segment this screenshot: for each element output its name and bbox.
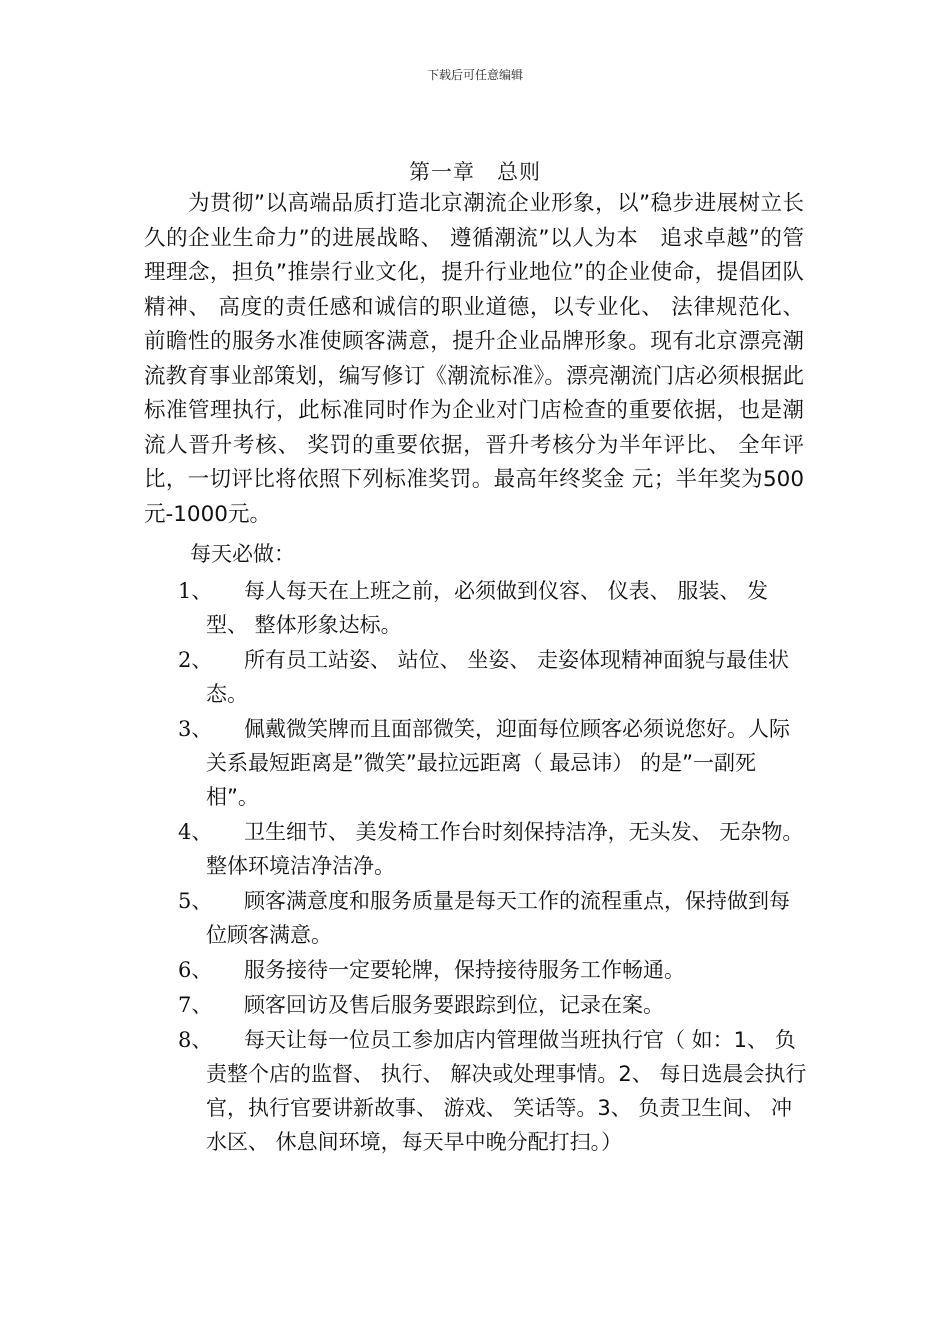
item-text: 服务接待一定要轮牌，保持接待服务工作畅通。 [244,958,685,982]
list-item [178,1023,808,1159]
item-text: 每天让每一位员工参加店内管理做当班执行官（ 如：1、 负责整个店的监督、 执行、 解决或处理事情。2、 每日选晨会执行官，执行官要讲新故事、 游戏、 笑话等。3、 负责卫生间、 冲水区、 休息间环境，每天早中晚分配打扫。） [206,1028,807,1154]
item-number: 2、 [178,648,213,672]
item-number: 4、 [178,820,213,844]
item-number: 8、 [178,1028,213,1052]
list-item [178,953,808,987]
item-text: 顾客满意度和服务质量是每天工作的流程重点，保持做到每位顾客满意。 [206,889,790,947]
daily-items-list [178,574,808,1160]
item-number: 5、 [178,889,213,913]
item-number: 3、 [178,717,213,741]
item-number: 6、 [178,958,213,982]
list-item [178,988,808,1022]
page-header-note: 下载后可任意编辑 [426,68,523,82]
item-number: 1、 [178,579,213,603]
list-item [178,574,808,642]
item-text: 顾客回访及售后服务要跟踪到位，记录在案。 [244,993,664,1017]
intro-paragraph: 为贯彻”以高端品质打造北京潮流企业形象，以”稳步进展树立长久的企业生命力”的进展战略、 遵循潮流”以人为本 追求卓越”的管理理念，担负”推崇行业文化，提升行业地位”的企业使命，提倡团队精神、 高度的责任感和诚信的职业道德，以专业化、 法律规范化、 前瞻性的服务水准使顾客满意，提升企业品牌形象。现有北京漂亮潮流教育事业部策划，编写修订《潮流标准》。漂亮潮流门店必须根据此标准管理执行，此标准同时作为企业对门店检查的重要依据，也是潮流人晋升考核、 奖罚的重要依据，晋升考核分为半年评比、 全年评比，一切评比将依照下列标准奖罚。最高年终奖金 元；半年奖为500元-1000元。 [144,191,804,527]
item-text: 卫生细节、 美发椅工作台时刻保持洁净，无头发、 无杂物。整体环境洁净洁净。 [206,820,804,878]
list-item [178,815,808,883]
item-text: 佩戴微笑牌而且面部微笑，迎面每位顾客必须说您好。人际关系最短距离是”微笑”最拉远距离（ 最忌讳） 的是”一副死相”。 [206,717,790,809]
list-item [178,643,808,711]
chapter-title: 第一章 总则 [409,160,541,184]
daily-heading: 每天必做： [190,542,295,566]
list-item [178,712,808,814]
item-number: 7、 [178,993,213,1017]
item-text: 每人每天在上班之前，必须做到仪容、 仪表、 服装、 发型、 整体形象达标。 [206,579,769,637]
list-item [178,884,808,952]
item-text: 所有员工站姿、 站位、 坐姿、 走姿体现精神面貌与最佳状态。 [206,648,790,706]
